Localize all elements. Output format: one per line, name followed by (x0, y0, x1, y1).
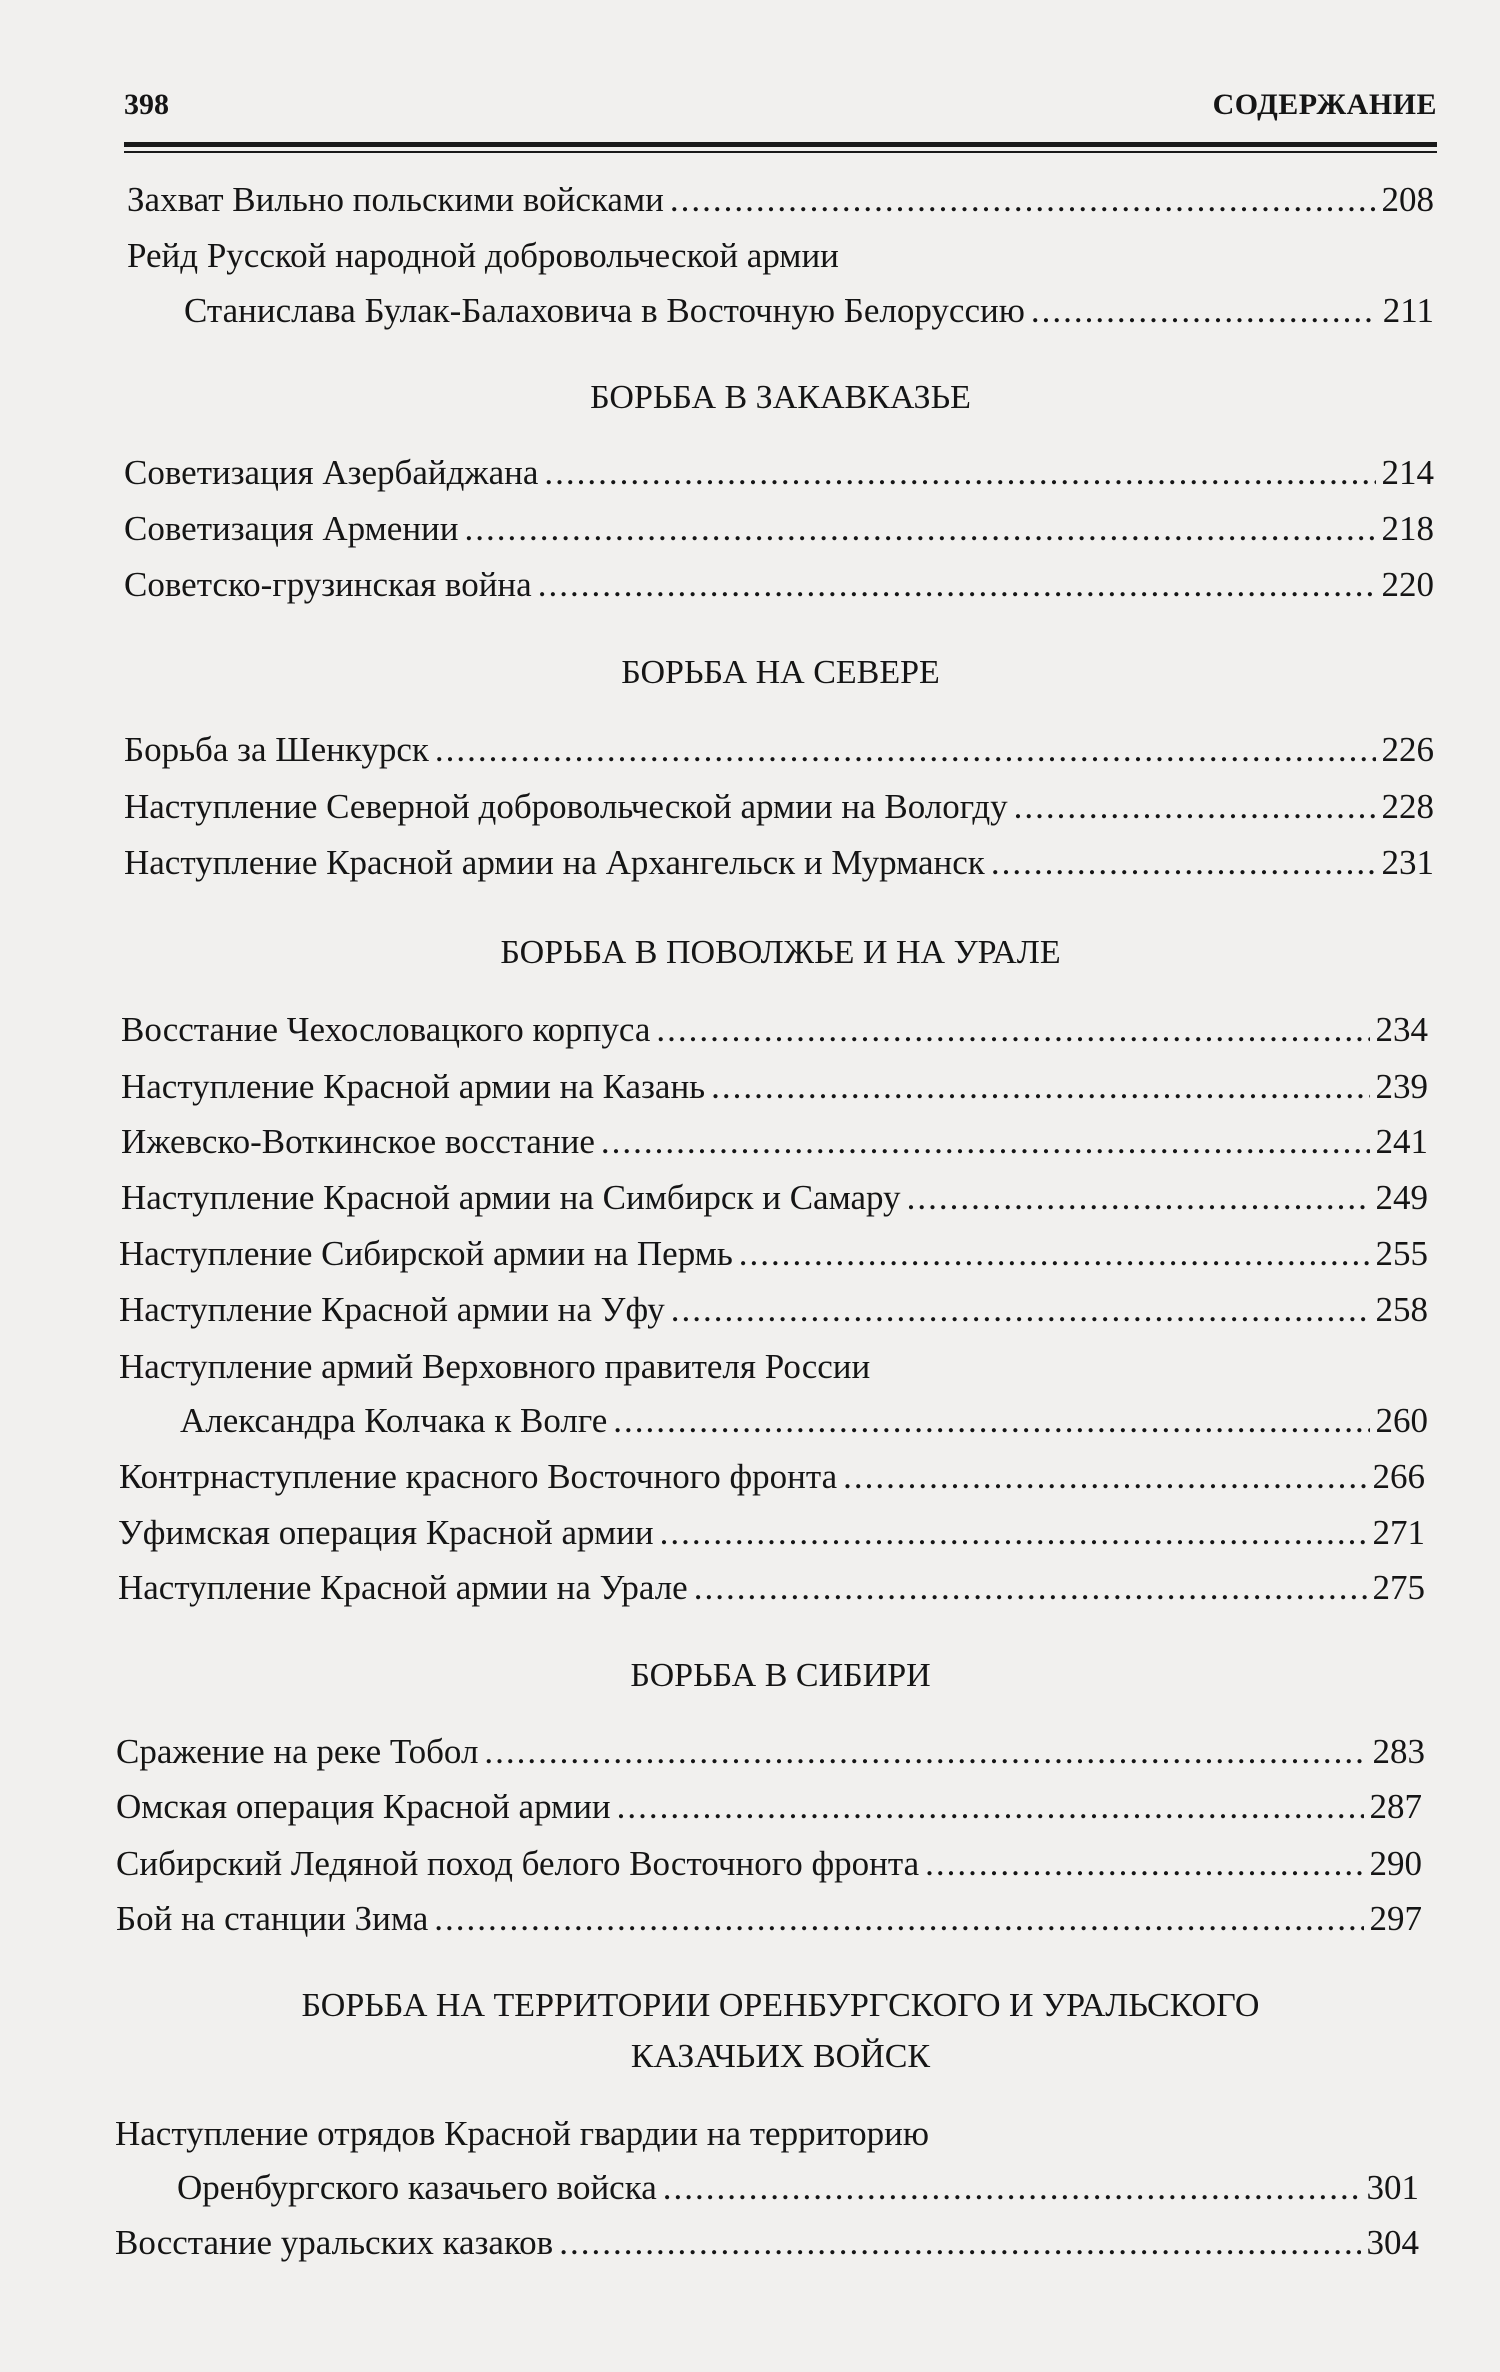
toc-entry[interactable] (127, 179, 1434, 221)
toc-entry-page-number: 255 (1375, 1234, 1428, 1273)
section-heading: БОРЬБА НА ТЕРРИТОРИИ ОРЕНБУРГСКОГО И УРАЛЬСКОГО (301, 1987, 1260, 2024)
section-heading: БОРЬБА НА СЕВЕРЕ (621, 654, 940, 691)
dot-leader (465, 508, 1376, 550)
toc-entry-title: Восстание Чехословацкого корпуса (121, 1010, 651, 1049)
dot-leader (559, 2222, 1360, 2264)
toc-entry-title: Наступление Северной добровольческой армии на Вологду (124, 787, 1008, 826)
toc-entry-title: Наступление Красной армии на Урале (118, 1568, 688, 1607)
toc-entry-page-number: 228 (1381, 787, 1434, 826)
toc-entry-page-number: 290 (1369, 1844, 1422, 1883)
toc-entry-title: Бой на станции Зима (116, 1899, 429, 1938)
dot-leader (663, 2167, 1361, 2209)
dot-leader (656, 1009, 1369, 1051)
toc-entry[interactable] (119, 1289, 1428, 1331)
toc-entry-title: Оренбургского казачьего войска (177, 2168, 657, 2207)
toc-entry[interactable] (119, 1233, 1428, 1275)
toc-entry[interactable] (124, 786, 1434, 828)
toc-entry-title: Захват Вильно польскими войсками (127, 180, 664, 219)
dot-leader (671, 1289, 1370, 1331)
toc-entry-page-number: 214 (1381, 453, 1434, 492)
toc-entry-page-number: 226 (1381, 730, 1434, 769)
toc-entry-title: Наступление Красной армии на Казань (121, 1067, 706, 1106)
toc-entry[interactable] (116, 1731, 1425, 1773)
dot-leader (601, 1121, 1370, 1163)
toc-entry-title: Контрнаступление красного Восточного фронта (119, 1457, 838, 1496)
section-heading: КАЗАЧЬИХ ВОЙСК (630, 2038, 931, 2075)
toc-entry-title: Восстание уральских казаков (115, 2223, 554, 2262)
toc-entry-page-number: 287 (1369, 1787, 1422, 1826)
dot-leader (1014, 786, 1376, 828)
toc-entry-page-number: 208 (1381, 180, 1434, 219)
toc-entry[interactable] (116, 1786, 1422, 1828)
section-heading: БОРЬБА В ЗАКАВКАЗЬЕ (590, 379, 971, 416)
toc-entry-page-number: 260 (1375, 1401, 1428, 1440)
toc-entry-page-number: 266 (1372, 1457, 1425, 1496)
toc-entry[interactable] (121, 1177, 1428, 1219)
toc-entry-title: Сибирский Ледяной поход белого Восточного фронта (116, 1844, 920, 1883)
toc-entry[interactable] (121, 1066, 1428, 1108)
toc-entry-title: Борьба за Шенкурск (124, 730, 429, 769)
toc-entry[interactable] (119, 1456, 1425, 1498)
dot-leader (660, 1512, 1367, 1554)
toc-entry-page-number: 241 (1375, 1122, 1428, 1161)
toc-entry-page-number: 297 (1369, 1899, 1422, 1938)
toc-entry-title: Наступление Красной армии на Симбирск и Самару (121, 1178, 901, 1217)
toc-entry-first-line: Наступление отрядов Красной гвардии на территорию (115, 2114, 930, 2153)
toc-entry-title: Наступление Сибирской армии на Пермь (119, 1234, 733, 1273)
toc-entry-title: Советизация Азербайджана (124, 453, 539, 492)
toc-entry-title: Уфимская операция Красной армии (118, 1513, 654, 1552)
toc-entry-page-number: 283 (1372, 1732, 1425, 1771)
dot-leader (435, 729, 1376, 771)
toc-entry[interactable] (124, 508, 1434, 550)
dot-leader (1031, 290, 1377, 332)
toc-entry-title: Сражение на реке Тобол (116, 1732, 479, 1771)
dot-leader (434, 1898, 1363, 1940)
toc-entry[interactable] (121, 1009, 1428, 1051)
toc-entry[interactable] (177, 2167, 1419, 2209)
toc-entry-first-line: Наступление армий Верховного правителя России (119, 1347, 871, 1386)
dot-leader (907, 1177, 1370, 1219)
toc-entry[interactable] (124, 564, 1434, 606)
toc-entry[interactable] (124, 729, 1434, 771)
toc-entry-title: Наступление Красной армии на Уфу (119, 1290, 665, 1329)
dot-leader (538, 564, 1376, 606)
toc-entry-title: Наступление Красной армии на Архангельск и Мурманск (124, 843, 985, 882)
toc-entry-page-number: 301 (1366, 2168, 1419, 2207)
toc-entry-page-number: 271 (1372, 1513, 1425, 1552)
toc-entry-page-number: 220 (1381, 565, 1434, 604)
running-title: СОДЕРЖАНИЕ (1212, 88, 1437, 121)
toc-entry-page-number: 258 (1375, 1290, 1428, 1329)
toc-entry-title: Омская операция Красной армии (116, 1787, 611, 1826)
toc-entry-page-number: 211 (1382, 291, 1434, 330)
dot-leader (991, 842, 1376, 884)
toc-entry[interactable] (124, 842, 1434, 884)
toc-entry[interactable] (121, 1121, 1428, 1163)
toc-entry-title: Станислава Булак-Балаховича в Восточную Белоруссию (184, 291, 1025, 330)
toc-entry-title: Ижевско-Воткинское восстание (121, 1122, 595, 1161)
dot-leader (843, 1456, 1366, 1498)
toc-entry[interactable] (118, 1567, 1425, 1609)
toc-entry-page-number: 218 (1381, 509, 1434, 548)
toc-entry-first-line: Рейд Русской народной добровольческой армии (127, 236, 839, 275)
dot-leader (925, 1843, 1363, 1885)
dot-leader (670, 179, 1376, 221)
page-number: 398 (124, 88, 169, 121)
section-heading: БОРЬБА В СИБИРИ (630, 1657, 931, 1694)
section-heading: БОРЬБА В ПОВОЛЖЬЕ И НА УРАЛЕ (500, 934, 1061, 971)
dot-leader (711, 1066, 1369, 1108)
toc-entry-title: Александра Колчака к Волге (180, 1401, 608, 1440)
toc-entry[interactable] (184, 290, 1434, 332)
toc-entry[interactable] (116, 1898, 1422, 1940)
toc-entry-page-number: 304 (1366, 2223, 1419, 2262)
dot-leader (617, 1786, 1364, 1828)
dot-leader (544, 452, 1375, 494)
toc-entry[interactable] (180, 1400, 1428, 1442)
toc-entry[interactable] (124, 452, 1434, 494)
toc-entry-title: Советско-грузинская война (124, 565, 532, 604)
toc-entry[interactable] (116, 1843, 1422, 1885)
toc-entry[interactable] (115, 2222, 1419, 2264)
toc-entry-title: Советизация Армении (124, 509, 459, 548)
toc-entry-page-number: 239 (1375, 1067, 1428, 1106)
dot-leader (739, 1233, 1370, 1275)
toc-entry-page-number: 275 (1372, 1568, 1425, 1607)
toc-entry-page-number: 234 (1375, 1010, 1428, 1049)
toc-entry-page-number: 249 (1375, 1178, 1428, 1217)
dot-leader (484, 1731, 1366, 1773)
dot-leader (613, 1400, 1369, 1442)
toc-entry-page-number: 231 (1381, 843, 1434, 882)
dot-leader (694, 1567, 1367, 1609)
toc-entry[interactable] (118, 1512, 1425, 1554)
